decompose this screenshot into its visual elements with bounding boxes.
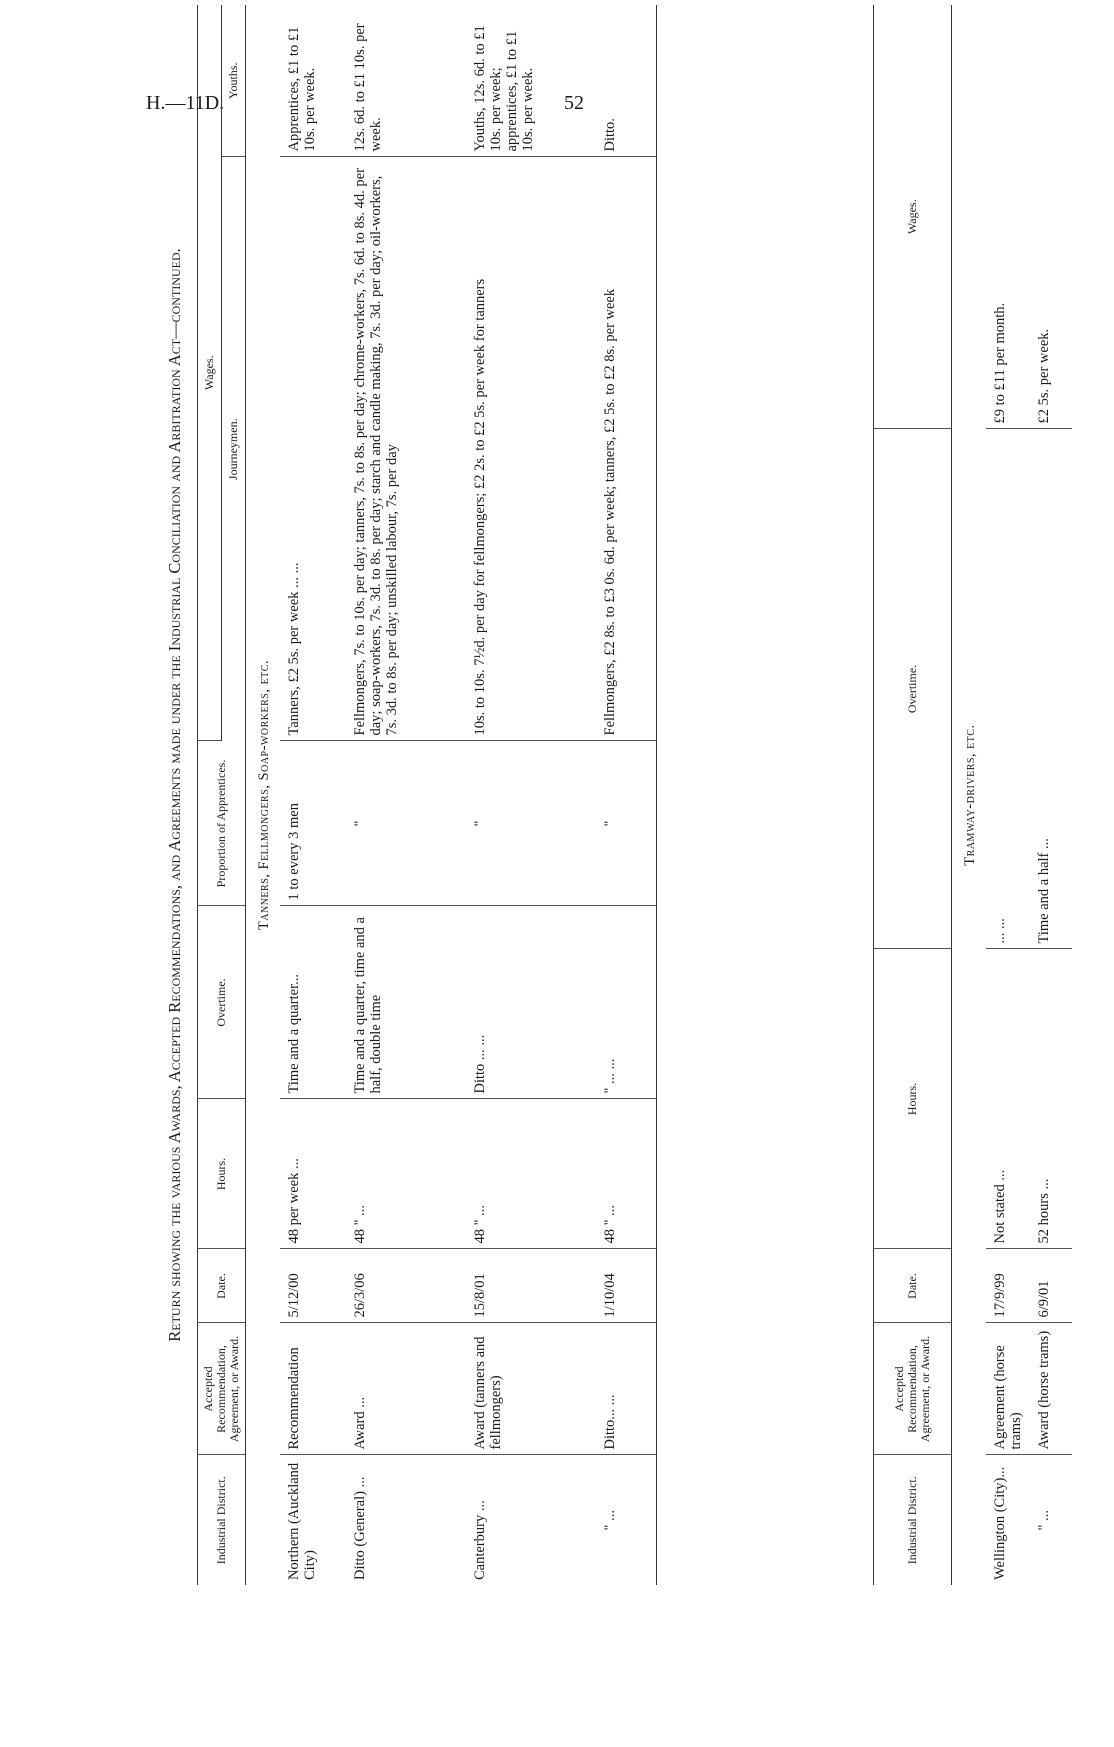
cell-accepted: Award (horse trams) xyxy=(1030,1323,1072,1455)
cell-district: " ... xyxy=(596,1455,656,1585)
cell-date: 15/8/01 xyxy=(466,1249,596,1323)
page-number: 52 xyxy=(564,92,584,114)
cell-accepted: Award ... xyxy=(346,1323,466,1455)
table-row xyxy=(1030,5,1072,1585)
header-accepted: Accepted Recommendation, Agreement, or Award. xyxy=(198,1323,246,1455)
cell-district: Canterbury ... xyxy=(472,1500,488,1580)
section-heading: Tanners, Fellmongers, Soap-workers, etc. xyxy=(256,659,272,931)
header-wages: Wages. xyxy=(198,5,222,741)
header-apprentices: Proportion of Apprentices. xyxy=(198,741,246,906)
header-hours: Hours. xyxy=(198,1099,246,1249)
header-hours: Hours. xyxy=(874,949,952,1249)
cell-hours: 48 " ... xyxy=(346,1099,466,1249)
cell-accepted: Ditto... ... xyxy=(596,1323,656,1455)
header-date: Date. xyxy=(198,1249,246,1323)
cell-youths: 12s. 6d. to £1 10s. per week. xyxy=(346,5,466,157)
cell-date: 6/9/01 xyxy=(1030,1249,1072,1323)
cell-youths: Apprentices, £1 to £1 10s. per week. xyxy=(280,5,346,157)
cell-overtime: Time and a quarter, time and a half, double time xyxy=(346,906,466,1099)
header-overtime: Overtime. xyxy=(198,906,246,1099)
cell-district: " ... xyxy=(1036,1510,1052,1531)
cell-accepted: Recommendation xyxy=(280,1323,346,1455)
cell-date: 5/12/00 xyxy=(280,1249,346,1323)
cell-district: Ditto (General) ... xyxy=(352,1476,368,1580)
cell-journeymen: Fellmongers, £2 8s. to £3 0s. 6d. per week; tanners, £2 5s. to £2 8s. per week xyxy=(596,157,656,741)
cell-accepted: Award (tanners and fellmongers) xyxy=(466,1323,596,1455)
cell-apprentices: 1 to every 3 men xyxy=(280,741,346,906)
header-youths: Youths. xyxy=(222,5,246,157)
cell-hours: 48 " ... xyxy=(466,1099,596,1249)
table-row xyxy=(596,5,656,1585)
cell-journeymen: 10s. to 10s. 7½d. per day for fellmongers; £2 2s. to £2 5s. per week for tanners xyxy=(466,157,596,741)
cell-hours: 52 hours ... xyxy=(1030,949,1072,1249)
cell-district: Northern (Auckland City) xyxy=(286,1462,318,1580)
rotated-page-content xyxy=(165,5,1114,1585)
header-industrial-district: Industrial District. xyxy=(874,1455,952,1585)
cell-date: 17/9/99 xyxy=(986,1249,1030,1323)
table-row xyxy=(280,5,346,1585)
cell-apprentices: " xyxy=(466,741,596,906)
cell-apprentices: " xyxy=(346,741,466,906)
table-row xyxy=(346,5,466,1585)
tramway-table xyxy=(873,5,1072,1585)
cell-hours: Not stated ... xyxy=(986,949,1030,1249)
cell-hours: 48 per week ... xyxy=(280,1099,346,1249)
table-row xyxy=(466,5,596,1585)
header-wages: Wages. xyxy=(874,5,952,429)
table-row xyxy=(986,5,1030,1585)
cell-overtime: Time and a quarter... xyxy=(280,906,346,1099)
cell-overtime: " ... ... xyxy=(596,906,656,1099)
cell-date: 1/10/04 xyxy=(596,1249,656,1323)
header-accepted: Accepted Recommendation, Agreement, or Award. xyxy=(874,1323,952,1455)
cell-hours: 48 " ... xyxy=(596,1099,656,1249)
cell-accepted: Agreement (horse trams) xyxy=(986,1323,1030,1455)
header-journeymen: Journeymen. xyxy=(222,157,246,741)
section-heading: Tramway-drivers, etc. xyxy=(962,724,978,866)
header-industrial-district: Industrial District. xyxy=(198,1455,246,1585)
cell-wages: £9 to £11 per month. xyxy=(986,5,1030,429)
cell-journeymen: Fellmongers, 7s. to 10s. per day; tanners, 7s. to 8s. per day; chrome-workers, 7s. 6d. to 8s. 4d. per day; soap-workers, 7s. 3d. to 8s. per day; starch and candle making, 7s. 3d. per day; oil-workers, 7s. 3d. to 8s. per day; unskilled labour, 7s. per day xyxy=(346,157,466,741)
cell-district: Wellington (City)... xyxy=(992,1466,1008,1580)
cell-apprentices: " xyxy=(596,741,656,906)
cell-youths: Ditto. xyxy=(596,5,656,157)
return-title: Return showing the various Awards, Accepted Recommendations, and Agreements made under the Industrial Conciliation and Arbitration Act—continued. xyxy=(165,248,184,1342)
cell-youths: Youths, 12s. 6d. to £1 10s. per week; apprentices, £1 to £1 10s. per week. xyxy=(466,5,596,157)
header-overtime: Overtime. xyxy=(874,429,952,949)
header-date: Date. xyxy=(874,1249,952,1323)
cell-overtime: Ditto ... ... xyxy=(466,906,596,1099)
tanners-table xyxy=(197,5,657,1585)
cell-wages: £2 5s. per week. xyxy=(1030,5,1072,429)
cell-journeymen: Tanners, £2 5s. per week ... ... xyxy=(280,157,346,741)
cell-date: 26/3/06 xyxy=(346,1249,466,1323)
cell-overtime: Time and a half ... xyxy=(1030,429,1072,949)
page-reference: H.—11D. xyxy=(146,92,225,114)
cell-overtime: ... ... xyxy=(986,429,1030,949)
